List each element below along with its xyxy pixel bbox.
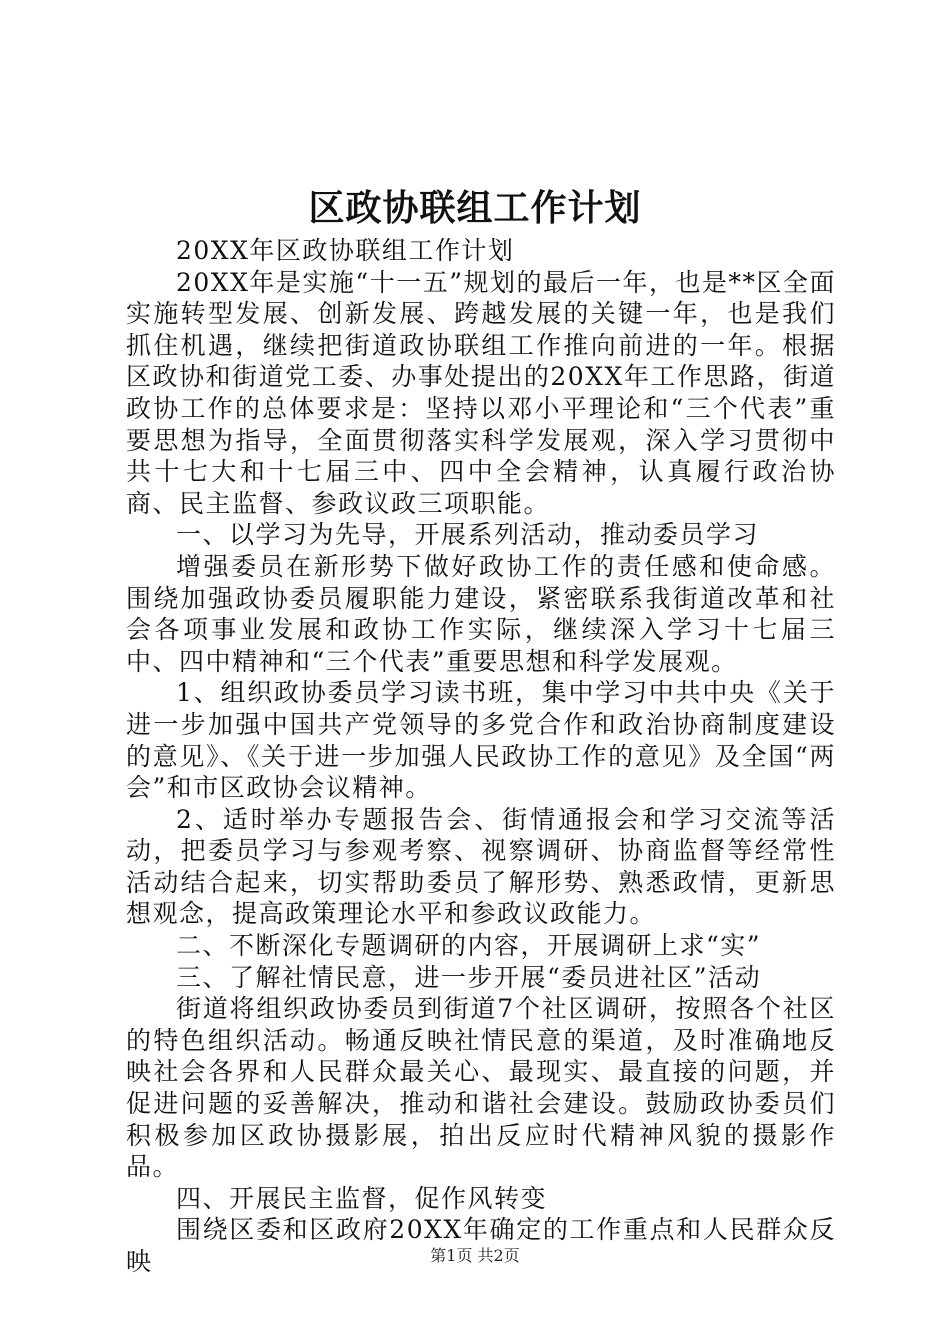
section-heading-2: 二、不断深化专题调研的内容，开展调研上求“实” [176,931,762,961]
section-heading-4: 四、开展民主监督，促作风转变 [176,1183,548,1213]
section-heading-3: 三、了解社情民意，进一步开展“委员进社区”活动 [176,962,762,992]
paragraph-intro: 20XX年是实施“十一五”规划的最后一年，也是**区全面实施转型发展、创新发展、跨越发展的关键一年，也是我们抓住机遇，继续把街道政协联组工作推向前进的一年。根据区政协和街道党工委、办事处提出的20XX年工作思路，街道政协工作的总体要求是：坚持以邓小平理论和“三个代表”重要思想为指导，全面贯彻落实科学发展观，深入学习贯彻中共十七大和十七届三中、四中全会精神，认真履行政治协商、民主监督、参政议政三项职能。 [126,267,836,518]
document-body [126,235,836,1278]
page-footer: 第1页 共2页 [430,1246,520,1265]
paragraph-section-3: 街道将组织政协委员到街道7个社区调研，按照各个社区的特色组织活动。畅通反映社情民意的渠道，及时准确地反映社会各界和人民群众最关心、最现实、最直接的问题，并促进问题的妥善解决，推动和谐社会建设。鼓励政协委员们积极参加区政协摄影展，拍出反应时代精神风貌的摄影作品。 [126,994,836,1182]
paragraph-section-4: 围绕区委和区政府20XX年确定的工作重点和人民群众反映 [126,1215,836,1276]
paragraph-section-1: 增强委员在新形势下做好政协工作的责任感和使命感。围绕加强政协委员履职能力建设，紧密联系我街道改革和社会各项事业发展和政协工作实际，继续深入学习十七届三中、四中精神和“三个代表”重要思想和科学发展观。 [126,551,836,676]
document-title: 区政协联组工作计划 [308,187,642,229]
paragraph-heading: 20XX年区政协联组工作计划 [176,236,515,265]
section-heading-1: 一、以学习为先导，开展系列活动，推动委员学习 [176,520,760,550]
paragraph-item-1: 1、组织政协委员学习读书班，集中学习中共中央《关于进一步加强中国共产党领导的多党合作和政治协商制度建设的意见》、《关于进一步加强人民政协工作的意见》及全国“两会”和市区政协会议精神。 [126,678,836,803]
paragraph-item-2: 2、适时举办专题报告会、街情通报会和学习交流等活动，把委员学习与参观考察、视察调研、协商监督等经常性活动结合起来，切实帮助委员了解形势、熟悉政情，更新思想观念，提高政策理论水平和参政议政能力。 [126,804,836,929]
